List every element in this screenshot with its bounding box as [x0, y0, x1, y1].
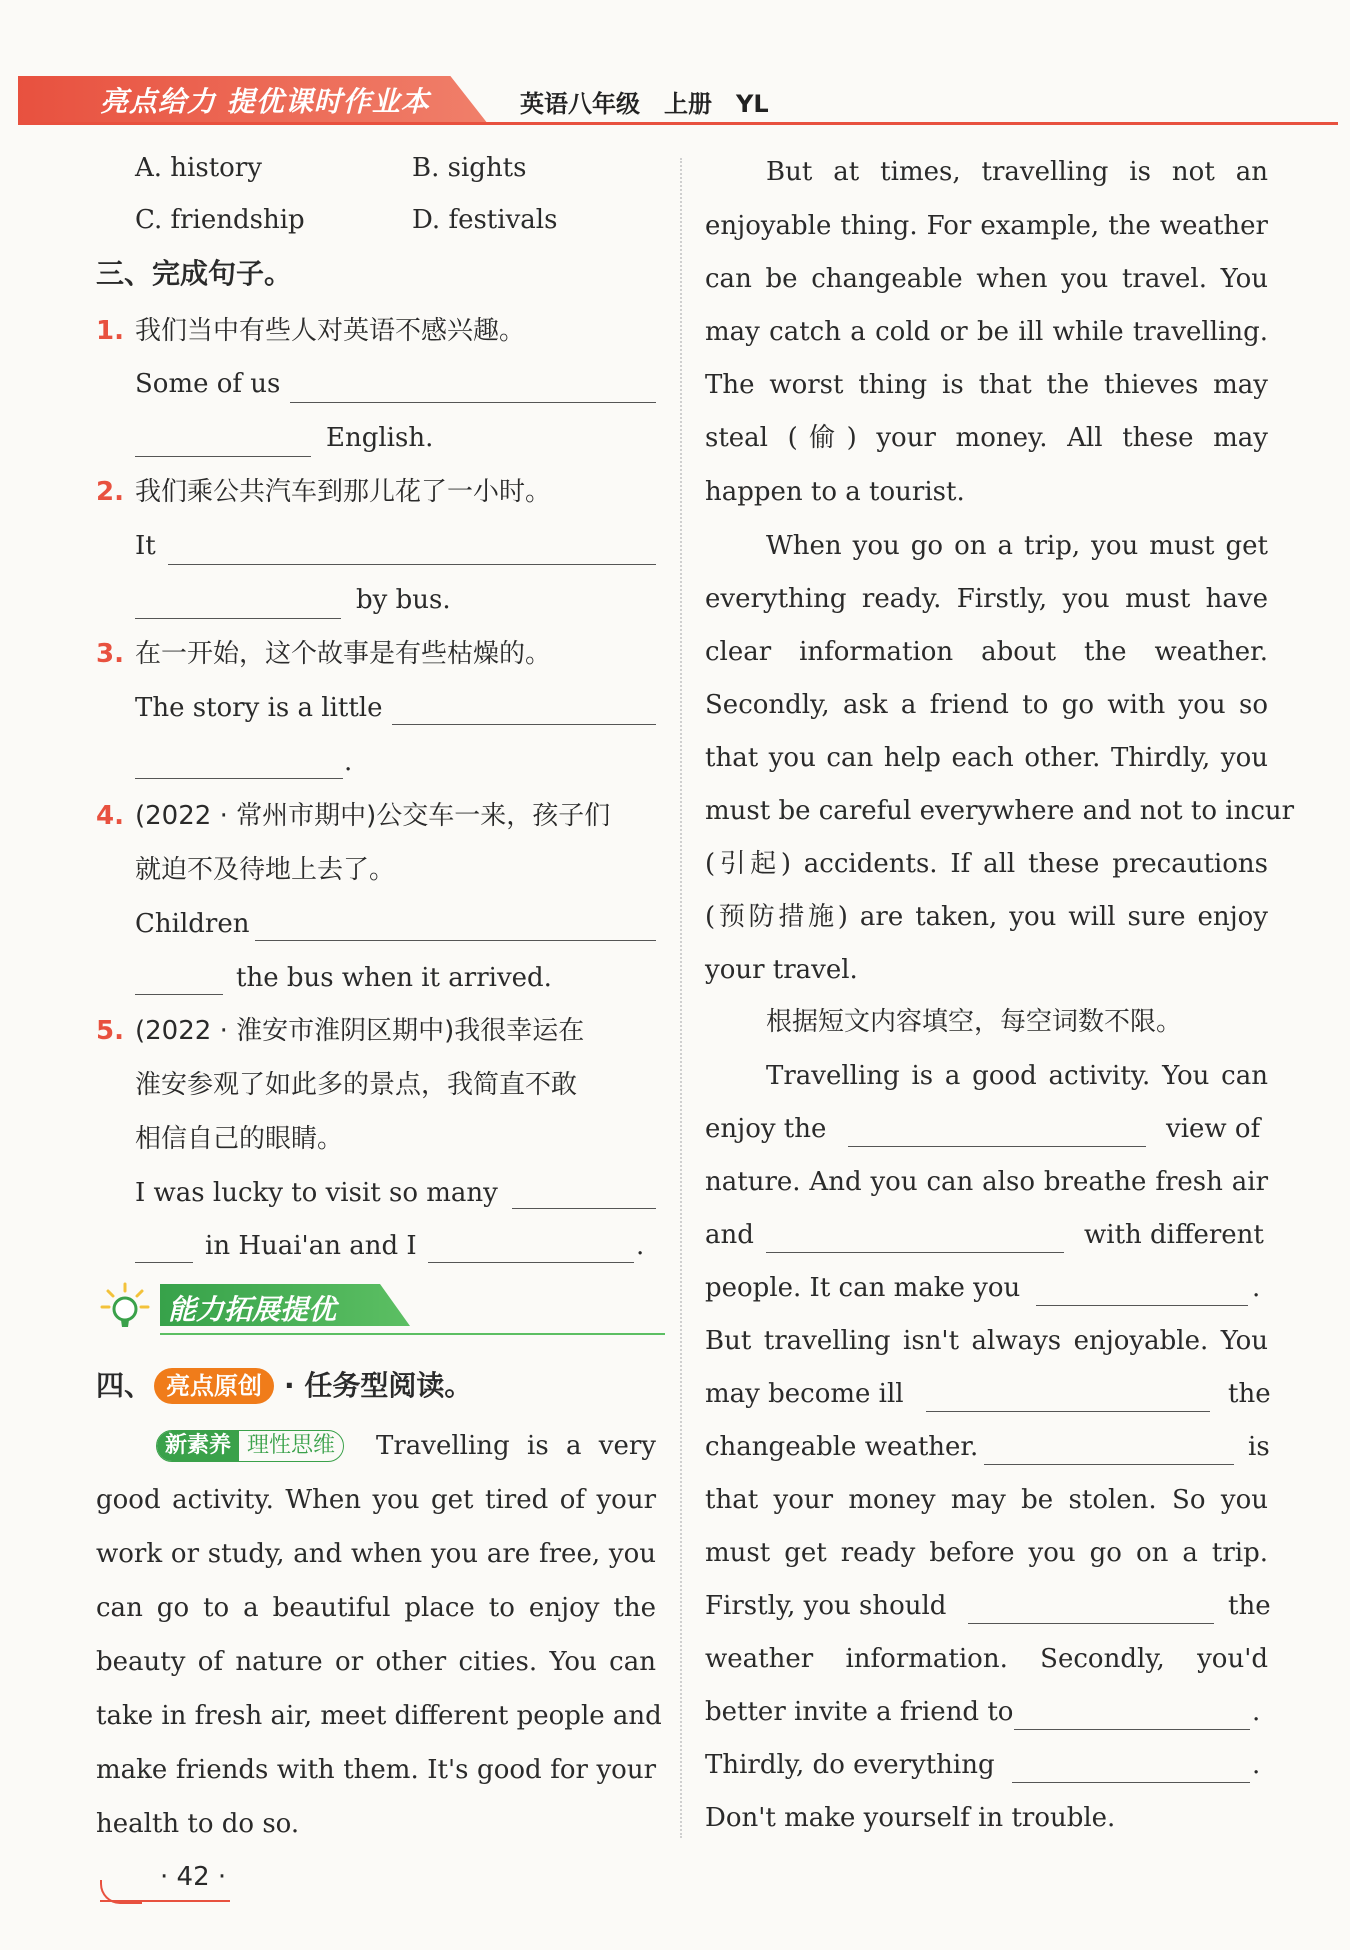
q1-number: 1. — [96, 316, 124, 346]
left-para-line-5: beauty of nature or other cities. You can — [96, 1647, 656, 1677]
blank-6[interactable] — [968, 1623, 1214, 1624]
q5-line2: in Huai'an and I — [205, 1231, 417, 1261]
literacy-badge-main: 新素养 — [157, 1431, 239, 1461]
p1-line-5: The worst thing is that the thieves may — [705, 370, 1268, 400]
summary-line-11b: the — [1228, 1591, 1271, 1621]
p2-line-6: must be careful everywhere and not to incur — [705, 796, 1295, 826]
q5-number: 5. — [96, 1016, 124, 1046]
p1-line-1: But at times, travelling is not an — [766, 157, 1268, 187]
summary-line-2b: view of — [1166, 1114, 1261, 1144]
q2-number: 2. — [96, 477, 124, 507]
p2-line-4: Secondly, ask a friend to go with you so — [705, 690, 1268, 720]
blank-8[interactable] — [1012, 1782, 1250, 1783]
literacy-badge-sub: 理性思维 — [247, 1433, 336, 1458]
q4-number: 4. — [96, 801, 124, 831]
p2-line-3: clear information about the weather. — [705, 637, 1268, 667]
q3-blank1[interactable] — [392, 724, 656, 725]
left-para-line-7: make friends with them. It's good for your — [96, 1755, 656, 1785]
left-para-line-6: take in fresh air, meet different people and — [96, 1701, 662, 1731]
q4-blank1[interactable] — [255, 940, 656, 941]
summary-line-1: Travelling is a good activity. You can — [766, 1061, 1268, 1091]
q5-line1: I was lucky to visit so many — [135, 1178, 498, 1208]
q3-line2: . — [344, 747, 353, 777]
blank-5[interactable] — [984, 1464, 1234, 1465]
option-b: B. sights — [412, 153, 527, 183]
summary-line-14b: . — [1252, 1750, 1261, 1780]
q5-chinese-3: 相信自己的眼睛。 — [135, 1124, 344, 1154]
p1-line-3: can be changeable when you travel. You — [705, 264, 1268, 294]
q3-blank2[interactable] — [135, 778, 343, 779]
q1-blank2[interactable] — [135, 456, 311, 457]
q3-number: 3. — [96, 639, 124, 669]
q4-blank2[interactable] — [135, 994, 223, 995]
summary-line-11a: Firstly, you should — [705, 1591, 947, 1621]
ability-rule — [160, 1333, 665, 1335]
ability-title: 能力拓展提优 — [168, 1293, 337, 1326]
q4-chinese-2: 就迫不及待地上去了。 — [135, 855, 396, 885]
q2-blank1[interactable] — [168, 564, 656, 565]
summary-line-5b: . — [1252, 1273, 1261, 1303]
section4-prefix: 四、 — [96, 1369, 153, 1402]
left-para-line-4: can go to a beautiful place to enjoy the — [96, 1593, 656, 1623]
page-number: · 42 · — [160, 1862, 227, 1892]
page-number-rule — [100, 1900, 230, 1902]
option-a: A. history — [135, 153, 262, 183]
summary-line-14a: Thirdly, do everything — [705, 1750, 995, 1780]
column-divider — [680, 158, 682, 1838]
q5-blank2[interactable] — [135, 1262, 193, 1263]
blank-1[interactable] — [848, 1146, 1146, 1147]
blank-2[interactable] — [766, 1252, 1064, 1253]
q5-line3: . — [636, 1231, 645, 1261]
q2-blank2[interactable] — [135, 618, 341, 619]
q2-chinese: 我们乘公共汽车到那儿花了一小时。 — [135, 477, 552, 507]
q2-line2: by bus. — [356, 585, 451, 615]
summary-line-6: But travelling isn't always enjoyable. You — [705, 1326, 1268, 1356]
p2-line-2: everything ready. Firstly, you must have — [705, 584, 1268, 614]
q5-blank3[interactable] — [428, 1262, 634, 1263]
left-para-line-8: health to do so. — [96, 1809, 300, 1839]
summary-line-12: weather information. Secondly, you'd — [705, 1644, 1268, 1674]
summary-line-8b: is — [1248, 1432, 1270, 1462]
blank-3[interactable] — [1036, 1305, 1248, 1306]
p1-line-2: enjoyable thing. For example, the weather — [705, 211, 1268, 241]
original-badge: 亮点原创 — [154, 1368, 274, 1404]
q3-chinese: 在一开始，这个故事是有些枯燥的。 — [135, 639, 552, 669]
q5-chinese-1: (2022 · 淮安市淮阴区期中)我很幸运在 — [135, 1016, 585, 1046]
p1-line-7: happen to a tourist. — [705, 477, 965, 507]
left-para-line-2: good activity. When you get tired of your — [96, 1485, 656, 1515]
summary-line-4a: and — [705, 1220, 754, 1250]
q4-line2: the bus when it arrived. — [236, 963, 552, 993]
summary-line-3: nature. And you can also breathe fresh air — [705, 1167, 1268, 1197]
summary-line-9: that your money may be stolen. So you — [705, 1485, 1268, 1515]
section4-title: · 任务型阅读。 — [284, 1369, 473, 1402]
q2-line1: It — [135, 531, 156, 561]
p2-line-7: (引起) accidents. If all these precautions — [705, 849, 1268, 879]
book-title: 英语八年级 上册 YL — [520, 90, 769, 118]
q5-blank1[interactable] — [512, 1208, 656, 1209]
p2-line-9: your travel. — [705, 955, 858, 985]
p2-line-1: When you go on a trip, you must get — [766, 531, 1268, 561]
summary-line-13a: better invite a friend to — [705, 1697, 1014, 1727]
q4-line1: Children — [135, 909, 250, 939]
q1-line1: Some of us — [135, 369, 281, 399]
p2-line-5: that you can help each other. Thirdly, you — [705, 743, 1268, 773]
summary-line-8a: changeable weather. — [705, 1432, 979, 1462]
option-d: D. festivals — [412, 205, 558, 235]
left-para-line-1: Travelling is a very — [376, 1431, 656, 1461]
p1-line-4: may catch a cold or be ill while travelling. — [705, 317, 1268, 347]
blank-4[interactable] — [926, 1411, 1210, 1412]
blank-7[interactable] — [1014, 1729, 1250, 1730]
left-para-line-3: work or study, and when you are free, you — [96, 1539, 656, 1569]
p2-line-8: (预防措施) are taken, you will sure enjoy — [705, 902, 1268, 932]
q1-chinese: 我们当中有些人对英语不感兴趣。 — [135, 316, 526, 346]
summary-line-10: must get ready before you go on a trip. — [705, 1538, 1268, 1568]
q5-chinese-2: 淮安参观了如此多的景点，我简直不敢 — [135, 1070, 578, 1100]
summary-line-2a: enjoy the — [705, 1114, 827, 1144]
lightbulb-icon — [100, 1282, 150, 1332]
section3-title: 三、完成句子。 — [96, 257, 293, 290]
series-title: 亮点给力 提优课时作业本 — [100, 85, 430, 118]
q4-chinese-1: (2022 · 常州市期中)公交车一来，孩子们 — [135, 801, 611, 831]
task-instruction: 根据短文内容填空，每空词数不限。 — [766, 1007, 1183, 1037]
summary-line-4b: with different — [1084, 1220, 1264, 1250]
summary-line-15: Don't make yourself in trouble. — [705, 1803, 1116, 1833]
summary-line-7a: may become ill — [705, 1379, 904, 1409]
q3-line1: The story is a little — [135, 693, 383, 723]
option-c: C. friendship — [135, 205, 305, 235]
q1-blank1[interactable] — [290, 402, 656, 403]
p1-line-6: steal (偷) your money. All these may — [705, 423, 1268, 453]
q1-line2: English. — [326, 423, 434, 453]
summary-line-13b: . — [1252, 1697, 1261, 1727]
summary-line-7b: the — [1228, 1379, 1271, 1409]
header-rule — [18, 122, 1338, 125]
summary-line-5a: people. It can make you — [705, 1273, 1021, 1303]
literacy-badge — [156, 1430, 344, 1462]
